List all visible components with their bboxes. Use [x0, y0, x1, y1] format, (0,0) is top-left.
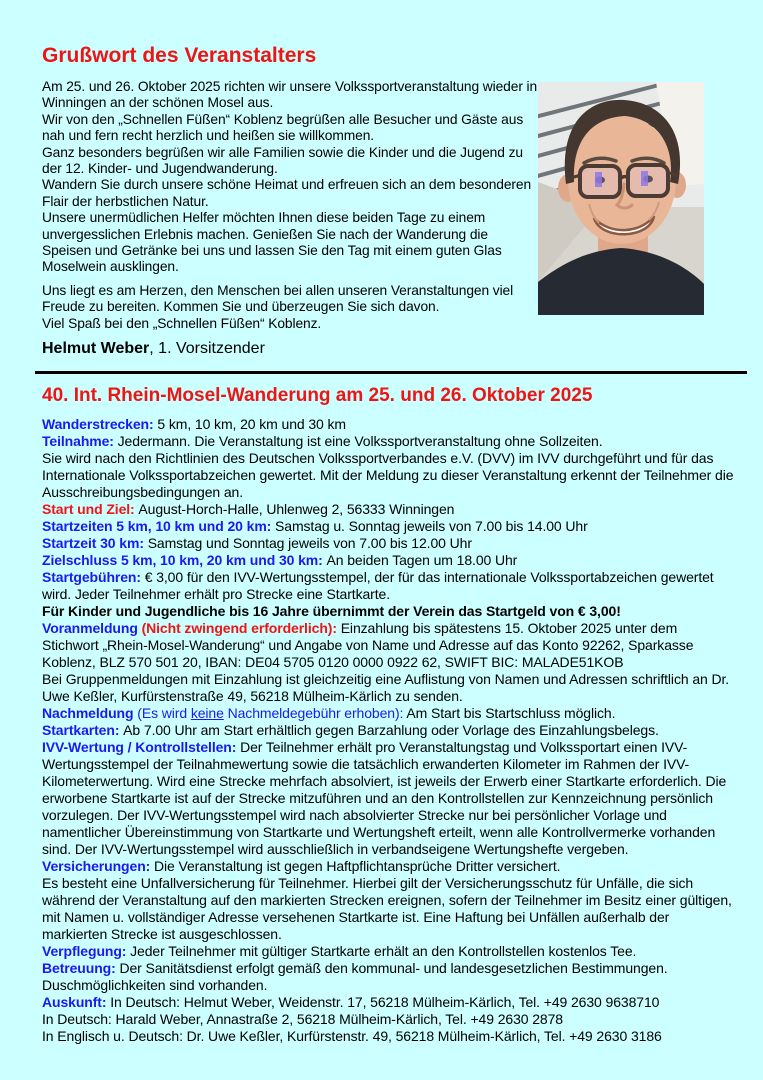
greeting-line: Unsere unermüdlichen Helfer möchten Ihnen diese beiden Tage zu einem unvergesslichen Erlebnis machen. Genießen Sie nach der Wanderung die Speisen und Getränke bei uns und lassen Sie den Tag mit einem guten Glas Moselwein ausklingen. [42, 210, 502, 275]
greeting-line: Wir von den „Schnellen Füßen“ Koblenz begrüßen alle Besucher und Gäste aus nah und fern recht herzlich und heißen sie willkommen. [42, 111, 524, 144]
event-item-start-und-ziel: Start und Ziel: August-Horch-Halle, Uhlenweg 2, 56333 Winningen [42, 501, 455, 518]
event-item-verpflegung: Verpflegung: Jeder Teilnehmer mit gültiger Startkarte erhält an den Kontrollstellen kostenlos Tee. [42, 943, 637, 960]
greeting-line: Wandern Sie durch unsere schöne Heimat und erfreuen sich an dem besonderen Flair der herbstlichen Natur. [42, 177, 532, 209]
event-section [42, 385, 735, 1045]
greeting-line: Viel Spaß bei den „Schnellen Füßen“ Koblenz. [42, 315, 322, 331]
greeting-paragraph [42, 79, 538, 276]
signature-name: Helmut Weber [42, 340, 150, 358]
greeting-text [42, 79, 538, 332]
event-item-auskunft: Auskunft: In Deutsch: Helmut Weber, Weidenstr. 17, 56218 Mülheim-Kärlich, Tel. +49 2630 9638710 In Deutsch: Harald Weber, Annastraße 2, 56218 Mülheim-Kärlich, Tel. +49 2630 2878 In Englisch u. Deutsch: Dr. Uwe Keßler, Kurfürstenstr. 49, 56218 Mülheim-Kärlich, Tel. +49 2630 3186 [42, 994, 662, 1045]
portrait-photo-illustration [538, 82, 704, 315]
event-item-teilnahme: Teilnahme: Jedermann. Die Veranstaltung ist eine Volkssportveranstaltung ohne Sollzeiten. Sie wird nach den Richtlinien des Deutschen Volkssportverbandes e.V. (DVV) im IVV durchgeführt und für das Internationale Volkssportabzeichen gewertet. Mit der Meldung zu dieser Veranstaltung erkennt der Teilnehmer die Ausschreibungsbedingungen an. [42, 433, 734, 501]
portrait-photo [538, 82, 704, 315]
greeting-title: Grußwort des Veranstalters [42, 44, 317, 67]
greeting-section [42, 44, 735, 358]
event-item-startkarten: Startkarten: Ab 7.00 Uhr am Start erhältlich gegen Barzahlung oder Vorlage des Einzahlungsbelegs. [42, 722, 659, 739]
event-details [42, 416, 737, 1045]
greeting-line: Uns liegt es am Herzen, den Menschen bei allen unseren Veranstaltungen viel Freude zu bereiten. Kommen Sie und überzeugen Sie sich davon. [42, 282, 514, 315]
greeting-line: Am 25. und 26. Oktober 2025 richten wir unsere Volkssportveranstaltung wieder in Winningen an der schönen Mosel aus. [42, 79, 538, 111]
event-item-kinder-startgeld: Für Kinder und Jugendliche bis 16 Jahre übernimmt der Verein das Startgeld von € 3,00! [42, 603, 621, 620]
event-item-voranmeldung: Voranmeldung (Nicht zwingend erforderlich): Einzahlung bis spätestens 15. Oktober 2025 unter dem Stichwort „Rhein-Mosel-Wanderung“ und Angabe von Name und Adresse auf das Konto 92262, Sparkasse Koblenz, BLZ 570 501 20, IBAN: DE04 5705 0120 0000 0922 62, SWIFT BIC: MALADE51KOB Bei Gruppenmeldungen mit Einzahlung ist gleichzeitig eine Auflistung von Namen und Adressen schriftlich an Dr. Uwe Keßler, Kurfürstenstraße 49, 56218 Mülheim-Kärlich zu senden. [42, 620, 730, 705]
event-item-ivv-wertung-kontrollstellen: IVV-Wertung / Kontrollstellen: Der Teilnehmer erhält pro Veranstaltungstag und Volkssportart einen IVV-Wertungsstempel der Teilnahmewertung sowie die tatsächlich erwanderten Kilometer im Rahmen der IVV-Kilometerwertung. Wird eine Strecke mehrfach absolviert, ist jeweils der Erwerb einer Startkarte erforderlich. Die erworbene Startkarte ist auf der Strecke mitzuführen und an den Kontrollstellen zur Kennzeichnung persönlich vorzulegen. Der IVV-Wertungsstempel wird nach absolvierter Strecke nur bei persönlicher Vorlage und namentlicher Übereinstimmung von Startkarte und Wertungsheft erteilt, wenn alle Kontrollvermerke vorhanden sind. Der IVV-Wertungsstempel wird ausschließlich in verbandseigene Wertungshefte vergeben. [42, 739, 727, 858]
event-item-versicherungen: Versicherungen: Die Veranstaltung ist gegen Haftpflichtansprüche Dritter versichert. Es besteht eine Unfallversicherung für Teilnehmer. Hierbei gilt der Versicherungsschutz für Unfälle, die sich während der Veranstaltung auf den markierten Strecken ereignen, sofern der Teilnehmer im Besitz einer gültigen, mit Namen u. vollständiger Adresse versehenen Startkarte ist. Eine Haftung bei Unfällen außerhalb der markierten Strecke ist ausgeschlossen. [42, 858, 732, 943]
greeting-row [42, 79, 735, 332]
greeting-line: Ganz besonders begrüßen wir alle Familien sowie die Kinder und die Jugend zu der 12. Kinder- und Jugendwanderung. [42, 144, 523, 177]
signature-role: , 1. Vorsitzender [149, 340, 265, 358]
event-item-startzeiten-5-10-20: Startzeiten 5 km, 10 km und 20 km: Samstag u. Sonntag jeweils von 7.00 bis 14.00 Uhr [42, 518, 588, 535]
event-item-startzeit-30: Startzeit 30 km: Samstag und Sonntag jeweils von 7.00 bis 12.00 Uhr [42, 535, 472, 552]
event-title: 40. Int. Rhein-Mosel-Wanderung am 25. und 26. Oktober 2025 [42, 385, 593, 407]
event-item-startgebuehren: Startgebühren: € 3,00 für den IVV-Wertungsstempel, der für das internationale Volkssportabzeichen gewertet wird. Jeder Teilnehmer erhält pro Strecke eine Startkarte. [42, 569, 714, 603]
event-item-betreuung: Betreuung: Der Sanitätsdienst erfolgt gemäß den kommunal- und landesgesetzlichen Bestimmungen. Duschmöglichkeiten sind vorhanden. [42, 960, 668, 994]
event-item-zielschluss: Zielschluss 5 km, 10 km, 20 km und 30 km: An beiden Tagen um 18.00 Uhr [42, 552, 518, 569]
greeting-paragraph [42, 283, 538, 332]
signature-line [42, 340, 735, 358]
event-item-wanderstrecken: Wanderstrecken: 5 km, 10 km, 20 km und 30 km [42, 416, 346, 433]
section-divider [35, 371, 747, 374]
event-item-nachmeldung: Nachmeldung (Es wird keine Nachmeldegebühr erhoben): Am Start bis Startschluss möglich. [42, 705, 616, 722]
